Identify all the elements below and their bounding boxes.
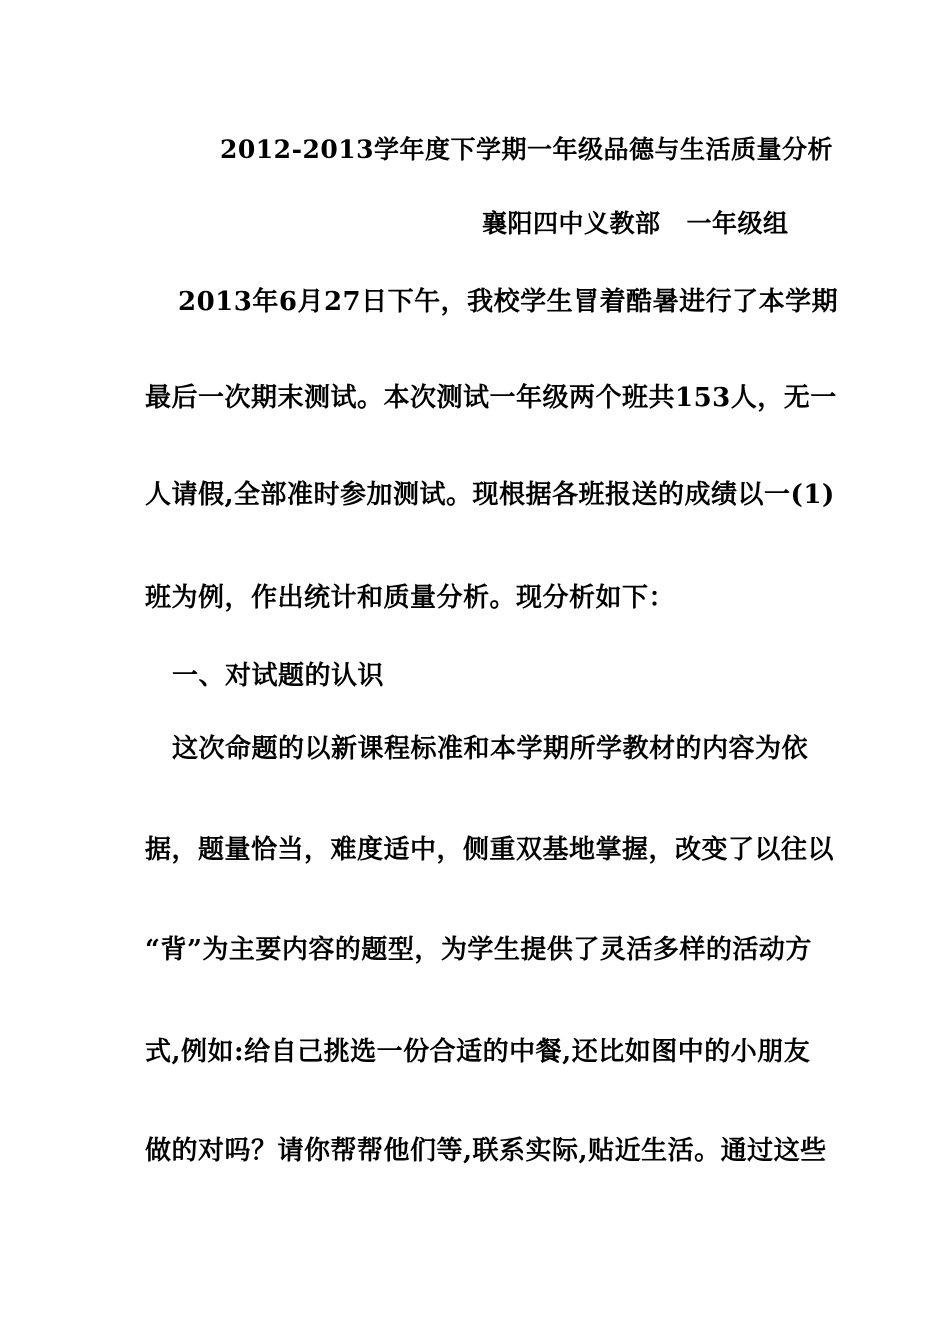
- paragraph2-line4: 式,例如:给自己挑选一份合适的中餐,还比如图中的小朋友: [145, 1037, 811, 1067]
- paragraph2-line5: 做的对吗？请你帮帮他们等,联系实际,贴近生活。通过这些: [145, 1136, 827, 1166]
- author-group: 一年级组: [686, 209, 789, 238]
- section1-heading: 一、对试题的认识: [172, 661, 385, 691]
- paragraph1-line4: 班为例，作出统计和质量分析。现分析如下：: [145, 583, 676, 613]
- paragraph2-line1: 这次命题的以新课程标准和本学期所学教材的内容为依: [172, 734, 809, 764]
- paragraph1-line1: 2013年6月27日下午，我校学生冒着酷暑进行了本学期: [178, 287, 839, 317]
- paragraph1-line3: 人请假,全部准时参加测试。现根据各班报送的成绩以一(1): [145, 480, 835, 510]
- author-org: 襄阳四中义教部: [482, 209, 661, 238]
- paragraph2-line2: 据，题量恰当，难度适中，侧重双基地掌握，改变了以往以: [145, 835, 835, 865]
- document-title: 2012-2013学年度下学期一年级品德与生活质量分析: [220, 135, 834, 164]
- document-author: [482, 208, 789, 240]
- paragraph1-line2: 最后一次期末测试。本次测试一年级两个班共153人，无一: [145, 383, 837, 413]
- paragraph2-line3: “背”为主要内容的题型，为学生提供了灵活多样的活动方: [145, 935, 812, 965]
